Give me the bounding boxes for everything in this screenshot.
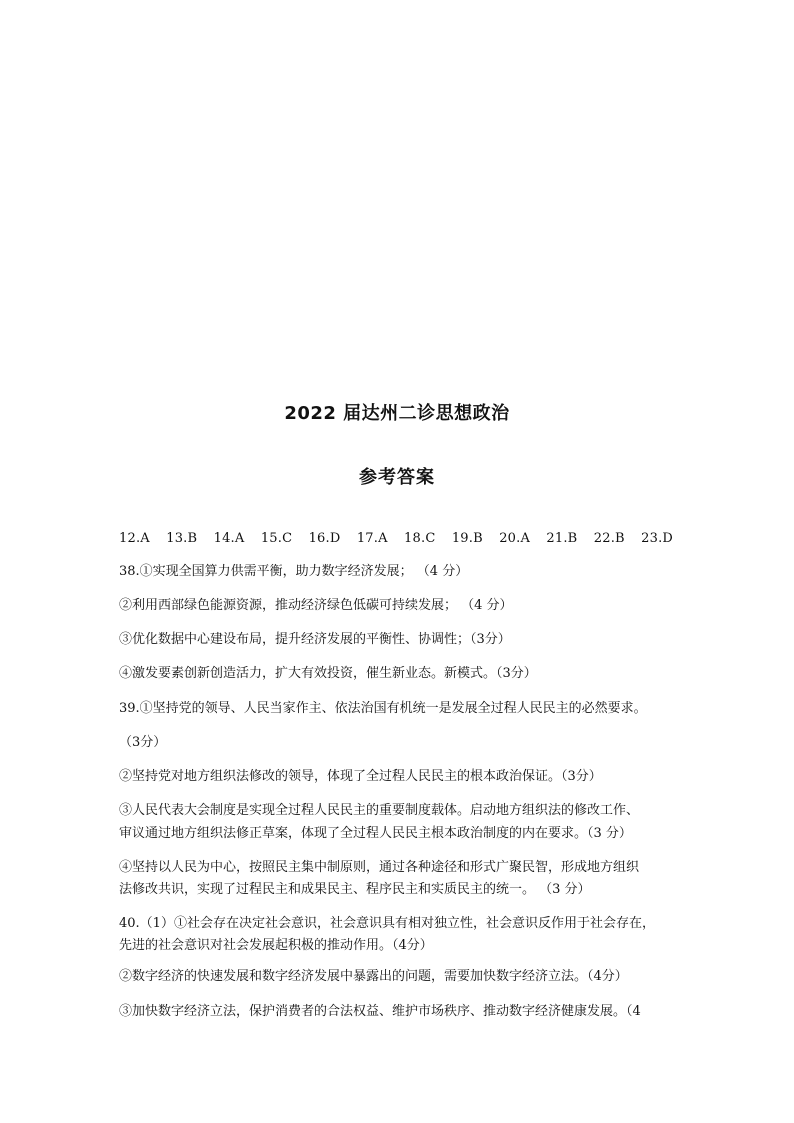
mc-answer: 18.C: [404, 531, 436, 546]
q40-point-1-cont: 先进的社会意识对社会发展起积极的推动作用。（4分）: [119, 938, 433, 953]
q40-point-2: ②数字经济的快速发展和数字经济发展中暴露出的问题，需要加快数字经济立法。（4分）: [119, 969, 628, 984]
mc-answer: 22.B: [593, 531, 625, 546]
document-subtitle: 参考答案: [359, 467, 435, 488]
mc-answer: 23.D: [641, 531, 674, 546]
mc-answer: 15.C: [260, 531, 293, 546]
q39-point-4-cont: 法修改共识，实现了过程民主和成果民主、程序民主和实质民主的统一。 （3 分）: [119, 882, 591, 897]
mc-answer: 20.A: [499, 531, 531, 546]
mc-answer: 13.B: [166, 531, 198, 546]
mc-answer: 12.A: [119, 531, 150, 546]
q39-point-2: ②坚持党对地方组织法修改的领导，体现了全过程人民民主的根本政治保证。（3分）: [119, 769, 602, 784]
q39-point-1-score: （3分）: [119, 735, 167, 750]
q39-point-4: ④坚持以人民为中心，按照民主集中制原则，通过各种途径和形式广聚民智，形成地方组织: [119, 860, 640, 875]
mc-answer: 16.D: [308, 531, 341, 546]
q40-point-1: 40.（1）①社会存在决定社会意识，社会意识具有相对独立性，社会意识反作用于社会存在，: [119, 916, 655, 931]
mc-answer: 21.B: [546, 531, 578, 546]
q39-point-1: 39.①坚持党的领导、人民当家作主、依法治国有机统一是发展全过程人民民主的必然要求。: [119, 701, 647, 716]
q39-point-3-cont: 审议通过地方组织法修正草案，体现了全过程人民民主根本政治制度的内在要求。（3 分）: [119, 826, 632, 841]
multiple-choice-answers: [119, 527, 699, 550]
mc-answer: 17.A: [356, 531, 388, 546]
mc-answer: 14.A: [213, 531, 245, 546]
q38-point-4: ④激发要素创新创造活力，扩大有效投资，催生新业态。新模式。（3分）: [119, 666, 537, 681]
q38-point-3: ③优化数据中心建设布局，提升经济发展的平衡性、协调性；（3分）: [119, 632, 511, 647]
mc-answer: 19.B: [451, 531, 483, 546]
q38-point-2: ②利用西部绿色能源资源，推动经济绿色低碳可持续发展； （4 分）: [119, 598, 513, 613]
q38-point-1: 38.①实现全国算力供需平衡，助力数字经济发展； （4 分）: [119, 564, 469, 579]
q40-point-3: ③加快数字经济立法，保护消费者的合法权益、维护市场秩序、推动数字经济健康发展。（4: [119, 1004, 641, 1019]
q39-point-3: ③人民代表大会制度是实现全过程人民民主的重要制度载体。启动地方组织法的修改工作、: [119, 803, 640, 818]
document-title: 2022 届达州二诊思想政治: [284, 403, 510, 424]
